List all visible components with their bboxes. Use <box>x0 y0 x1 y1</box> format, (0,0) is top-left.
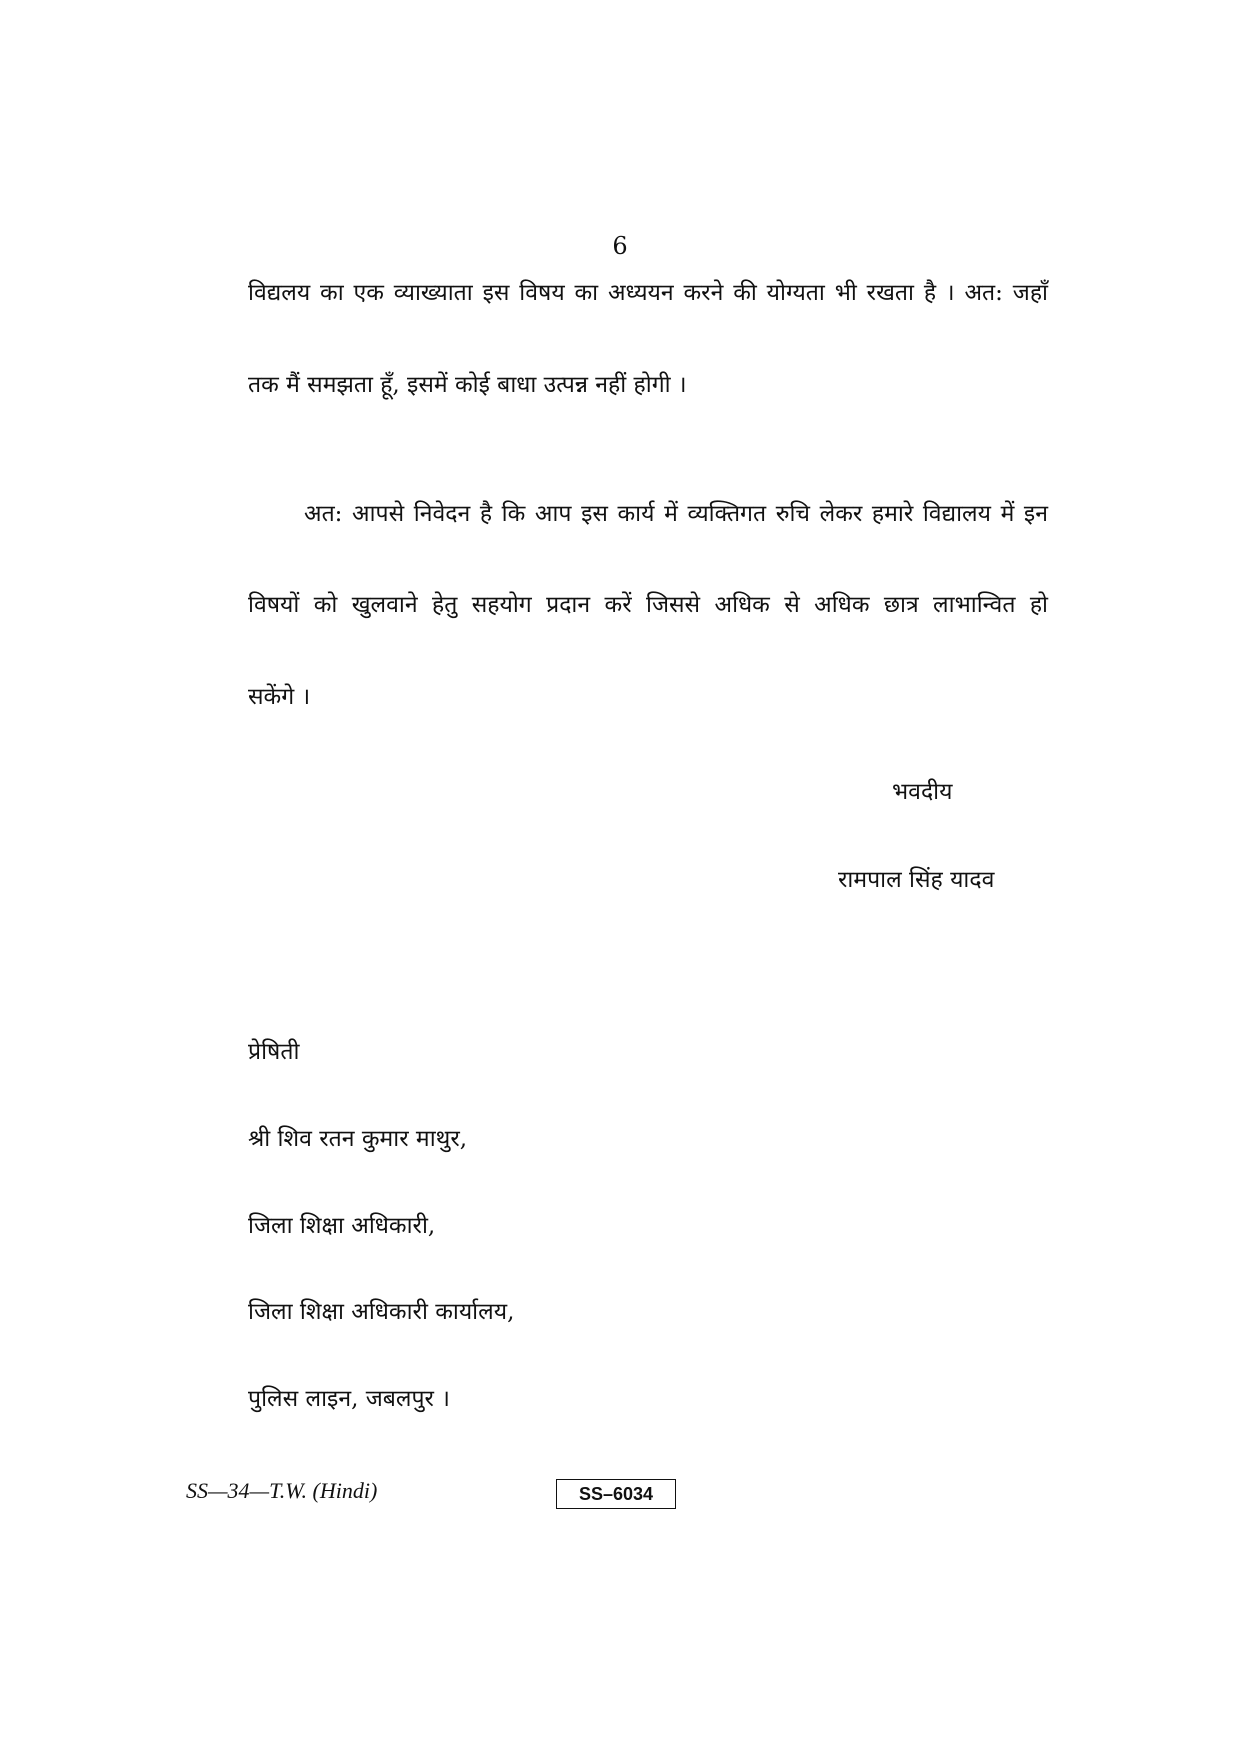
body-line-3: अत: आपसे निवेदन है कि आप इस कार्य में व्यक्तिगत रुचि लेकर हमारे विद्यालय में इन <box>304 501 1048 527</box>
recipient-address: पुलिस लाइन, जबलपुर । <box>248 1386 450 1412</box>
body-line-5: सकेंगे । <box>248 684 311 710</box>
recipient-name: श्री शिव रतन कुमार माथुर, <box>248 1126 468 1152</box>
signature-name: रामपाल सिंह यादव <box>838 867 995 893</box>
footer-series-code: SS–6034 <box>556 1479 676 1509</box>
body-line-4: विषयों को खुलवाने हेतु सहयोग प्रदान करें जिससे अधिक से अधिक छात्र लाभान्वित हो <box>248 592 1048 618</box>
recipient-heading: प्रेषिती <box>248 1039 300 1065</box>
signature-closing: भवदीय <box>892 779 953 805</box>
body-line-2: तक मैं समझता हूँ, इसमें कोई बाधा उत्पन्न नहीं होगी । <box>248 372 687 398</box>
recipient-designation: जिला शिक्षा अधिकारी, <box>248 1213 436 1239</box>
recipient-office: जिला शिक्षा अधिकारी कार्यालय, <box>248 1299 515 1325</box>
body-line-1: विद्यलय का एक व्याख्याता इस विषय का अध्ययन करने की योग्यता भी रखता है । अत: जहाँ <box>248 280 1048 306</box>
footer-paper-code: SS—34—T.W. (Hindi) <box>186 1478 378 1503</box>
page-number: 6 <box>612 232 628 260</box>
